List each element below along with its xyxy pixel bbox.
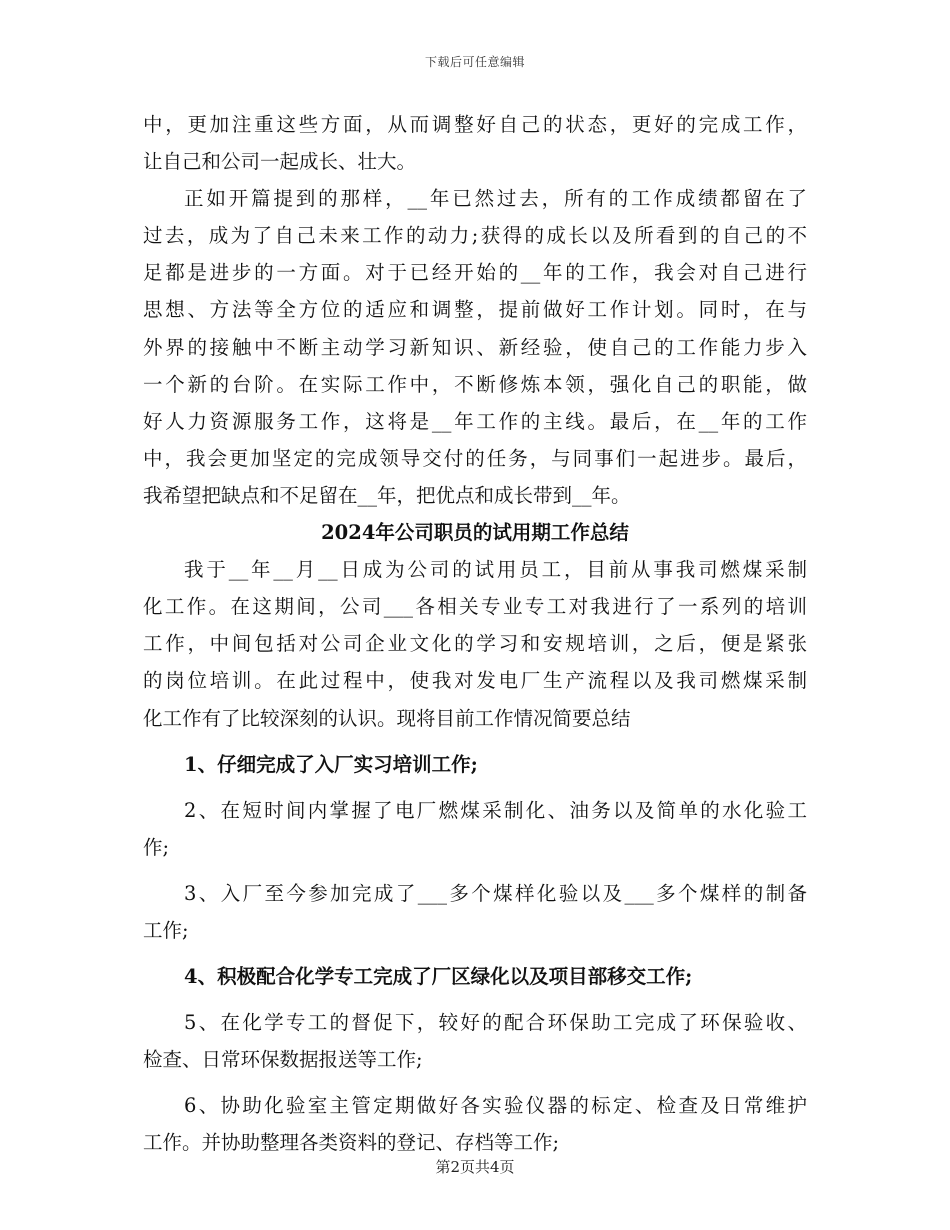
list-item-text: 5、在化学专工的督促下，较好的配合环保助工完成了环保验收、 [184,1011,807,1035]
text-line: 工作，中间包括对公司企业文化的学习和安规培训，之后，便是紧张 [143,632,807,656]
list-item-text: 检查、日常环保数据报送等工作; [143,1048,423,1072]
list-item-text: 3、入厂至今参加完成了___多个煤样化验以及___多个煤样的制备 [184,881,807,905]
list-item-6 [143,1087,807,1161]
list-item-2 [143,792,807,866]
list-item-text: 4、积极配合化学专工完成了厂区绿化以及项目部移交工作; [184,965,693,989]
text-line: 让自己和公司一起成长、壮大。 [143,150,417,174]
text-line: 中，我会更加坚定的完成领导交付的任务，与同事们一起进步。最后， [143,446,807,470]
list-item-4 [143,958,807,995]
text-line: 我希望把缺点和不足留在__年，把优点和成长带到__年。 [143,483,631,507]
text-line: 外界的接触中不断主动学习新知识、新经验，使自己的工作能力步入 [143,335,807,359]
text-line: 中，更加注重这些方面，从而调整好自己的状态，更好的完成工作， [143,113,807,136]
text-line: 的岗位培训。在此过程中，使我对发电厂生产流程以及我司燃煤采制 [143,669,807,693]
paragraph-intro [143,551,807,736]
list-item-3 [143,875,807,949]
page-footer: 第2页共4页 [435,1158,515,1176]
list-item-text: 2、在短时间内掌握了电厂燃煤采制化、油务以及简单的水化验工 [184,798,807,822]
list-item-5 [143,1004,807,1078]
list-item-text: 工作。并协助整理各类资料的登记、存档等工作; [143,1131,560,1155]
text-line: 化工作。在这期间，公司___各相关专业专工对我进行了一系列的培训 [143,595,807,619]
text-line: 我于__年__月__日成为公司的试用员工，目前从事我司燃煤采制 [184,558,807,582]
list-item-text: 工作; [143,918,189,942]
page-header: 下载后可任意编辑 [424,55,525,69]
list-item-1 [143,746,807,783]
text-line: 思想、方法等全方位的适应和调整，提前做好工作计划。同时，在与 [143,298,807,322]
text-line: 化工作有了比较深刻的认识。现将目前工作情况简要总结 [143,706,631,730]
paragraph-closing [143,106,807,180]
document-body [143,106,807,1162]
text-line: 过去，成为了自己未来工作的动力;获得的成长以及所看到的自己的不 [143,224,807,248]
section-title: 2024年公司职员的试用期工作总结 [321,521,629,545]
text-line: 正如开篇提到的那样，__年已然过去，所有的工作成绩都留在了 [184,187,807,211]
text-line: 好人力资源服务工作，这将是__年工作的主线。最后，在__年的工作 [143,409,807,433]
text-line: 足都是进步的一方面。对于已经开始的__年的工作，我会对自己进行 [143,261,807,285]
paragraph-summary [143,180,807,514]
list-item-text: 6、协助化验室主管定期做好各实验仪器的标定、检查及日常维护 [184,1094,807,1118]
text-line: 一个新的台阶。在实际工作中，不断修炼本领，强化自己的职能，做 [143,372,807,396]
list-item-text: 1、仔细完成了入厂实习培训工作; [184,752,478,776]
list-item-text: 作; [143,835,170,859]
